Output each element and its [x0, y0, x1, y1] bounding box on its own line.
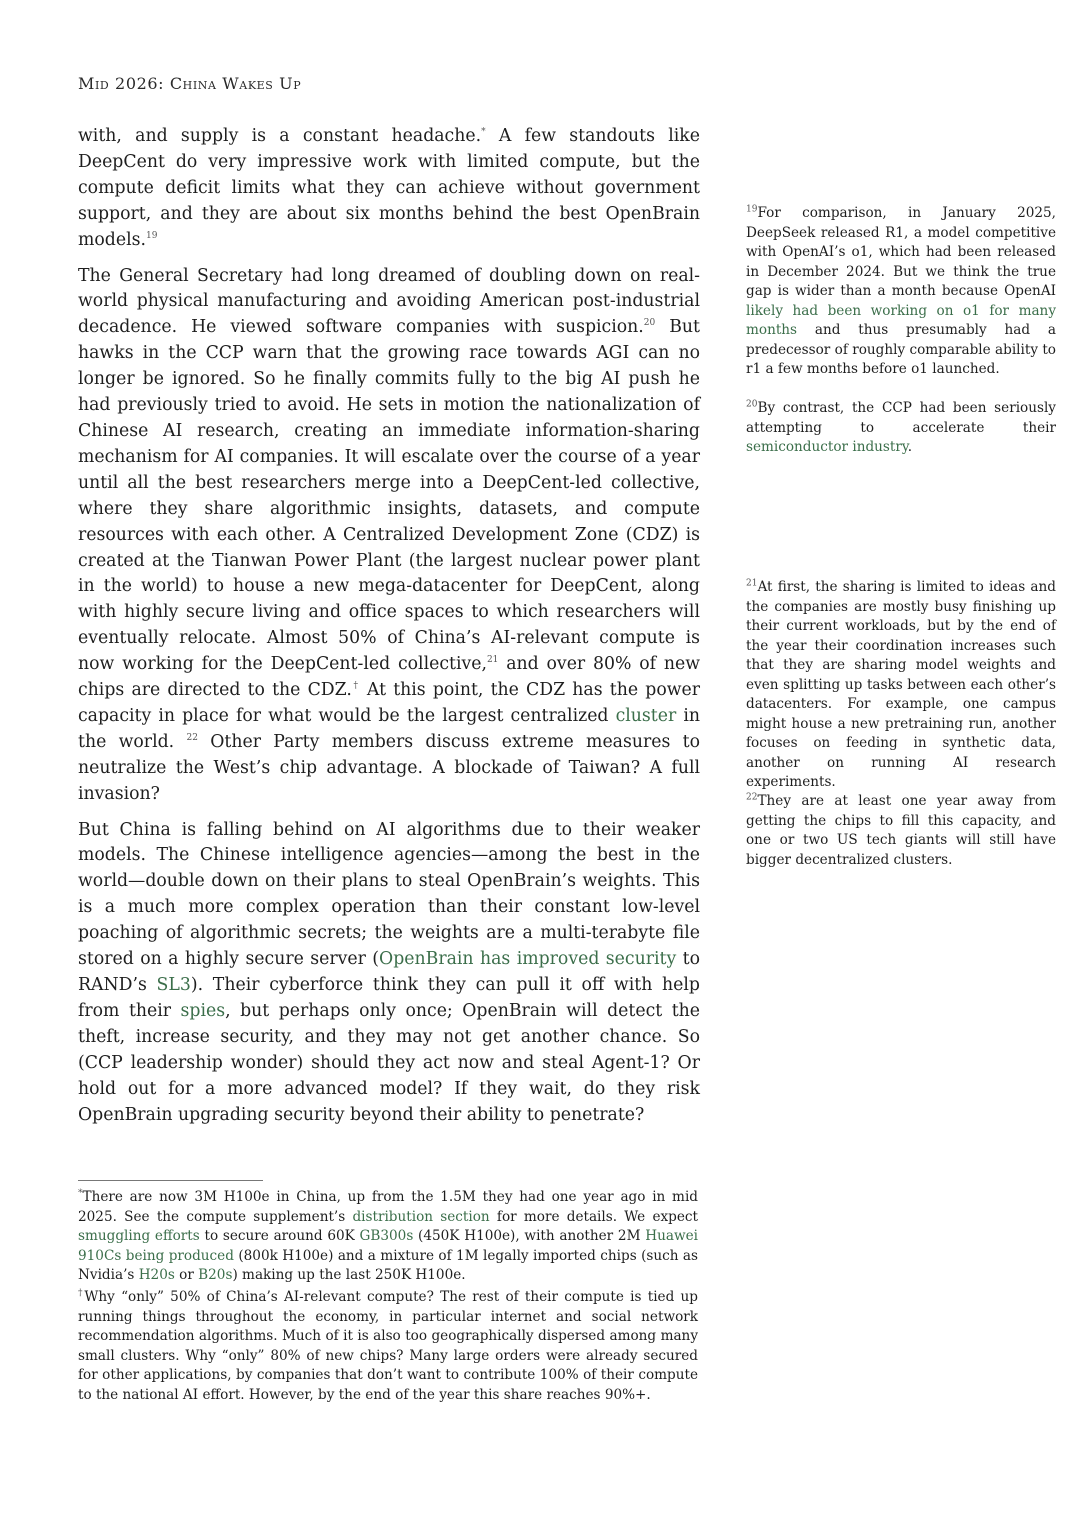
huawei-910cs-link[interactable]: Huawei 910Cs being produced [78, 1228, 698, 1264]
footnotes [78, 1188, 698, 1408]
text: or [174, 1267, 199, 1284]
text: ). Their cyberforce think they can pull it off with help from their [78, 975, 700, 1021]
sidenote-22 [746, 792, 1056, 870]
text: Other Party members discuss extreme measures to neutralize the West’s chip advantage. A blockade of Taiwan? A full invasion? [78, 731, 700, 804]
footnote-star [78, 1188, 698, 1286]
o1-months-link[interactable]: likely had been working on o1 for many months [746, 302, 1056, 338]
text: , but perhaps only once; OpenBrain will detect the theft, increase security, and they may not get another chance. So (CCP leadership wonder) should they act now and steal Agent-1? Or hold out for a more advanced model? If they wait, do they risk OpenBrain upgrading security beyond their ability to penetrate? [78, 1000, 700, 1125]
sidenote-marker-21[interactable]: 21 [486, 655, 499, 666]
text: and over 80% of new chips are directed to the CDZ. [78, 654, 700, 701]
text: (450K H100e), with another 2M [413, 1228, 646, 1245]
semiconductor-industry-link[interactable]: semiconductor industry [746, 439, 908, 455]
h20s-link[interactable]: H20s [138, 1267, 175, 1284]
text: For comparison, in January 2025, DeepSeek released R1, a model competitive with OpenAI’s o1, which had been released in December 2024. But we think the true gap is wider than a month because OpenAI [746, 205, 1056, 299]
footnote-marker-star[interactable]: * [481, 127, 486, 138]
footnote-mark: * [78, 1188, 83, 1199]
footnote-mark: † [78, 1288, 85, 1299]
text: The General Secretary had long dreamed of doubling down on real-world physical manufacturing and avoiding American post-industrial decadence. He viewed software companies with suspicion. [78, 265, 700, 338]
text: They are at least one year away from getting the chips to fill this capacity, and one or two US tech giants will still have bigger decentralized clusters. [746, 793, 1056, 868]
text: At first, the sharing is limited to ideas and the companies are mostly busy finishing up their current workloads, but by the end of the year their coordination increases such that they are sharing model weights and even splitting up tasks between each other’s datacenters. For example, one campus might house a new pretraining run, another focuses on feeding in synthetic data, another on running AI research experiments. [746, 579, 1056, 790]
text: to RAND’s [78, 949, 700, 995]
sl3-link[interactable]: SL3 [156, 975, 191, 995]
b20s-link[interactable]: B20s [198, 1267, 233, 1284]
text: Why “only” 50% of China’s AI-relevant compute? The rest of their compute is tied up running things throughout the economy, in particular internet and social network recommendation algorithms. Much of it is also too geographically dispersed among many small clusters. Why “only” 80% of new chips? Many large orders were already secured for other applications, by companies that don’t want to contribute 100% of their compute to the national AI effort. However, by the end of the year this share reaches 90%+. [78, 1288, 698, 1403]
paragraph-1 [78, 124, 700, 254]
paragraph-2 [78, 264, 700, 808]
cluster-link[interactable]: cluster [615, 705, 677, 726]
text: for more details. We expect [489, 1208, 698, 1225]
sidenote-19 [746, 204, 1056, 380]
footnote-marker-dagger[interactable]: † [351, 681, 360, 692]
gb300s-link[interactable]: GB300s [359, 1228, 414, 1245]
sidenote-marker-19[interactable]: 19 [145, 230, 158, 241]
main-text [78, 124, 700, 1138]
text: But China is falling behind on AI algorithms due to their weaker models. The Chinese intelligence agencies—among the best in the world—double down on their plans to steal OpenBrain’s weights. This is a much more complex operation than their constant low-level poaching of algorithmic secrets; the weights are a multi-terabyte file stored on a highly secure server ( [78, 819, 700, 970]
sidenote-number: 22 [746, 792, 758, 803]
spies-link[interactable]: spies [180, 1000, 226, 1021]
sidenote-marker-22[interactable]: 22 [186, 733, 198, 744]
text: and thus presumably had a predecessor of roughly comparable ability to r1 a few months before o1 launched. [746, 322, 1056, 377]
text: A few standouts like DeepCent do very impressive work with limited compute, but the compute deficit limits what they can achieve without government support, and they are about six months behind the best OpenBrain models. [78, 126, 700, 250]
text: But hawks in the CCP warn that the growing race towards AGI can no longer be ignored. So he finally commits fully to the big AI push he had previously tried to avoid. He sets in motion the nationalization of Chinese AI research, creating an immediate information-sharing mechanism for AI companies. It will escalate over the course of a year until all the best researchers merge into a DeepCent-led collective, where they share algorithmic insights, datasets, and compute resources with each other. A Centralized Development Zone (CDZ) is created at the Tianwan Power Plant (the largest nuclear power plant in the world) to house a new mega-datacenter for DeepCent, along with highly secure living and office spaces to which researchers will eventually relocate. Almost 50% of China’s AI-relevant compute is now working for the DeepCent-led collective, [78, 317, 700, 675]
running-header: Mid 2026: China Wakes Up [78, 74, 302, 93]
sidenote-20 [746, 399, 1056, 458]
footnote-divider [78, 1180, 263, 1181]
text: At this point, the CDZ has the power capacity in place for what would be the largest centralized [78, 680, 701, 726]
text: in the world. [78, 705, 700, 752]
sidenote-21 [746, 578, 1056, 793]
openbrain-security-link[interactable]: OpenBrain has improved security [379, 949, 677, 970]
smuggling-efforts-link[interactable]: smuggling efforts [78, 1228, 200, 1245]
text: There are now 3M H100e in China, up from the 1.5M they had one year ago in mid 2025. See the compute supplement’s [78, 1189, 698, 1225]
text: By contrast, the CCP had been seriously attempting to accelerate their [746, 400, 1056, 436]
sidenote-number: 19 [746, 204, 758, 215]
text: (800k H100e) and a mixture of 1M legally imported chips (such as Nvidia’s [78, 1247, 698, 1284]
text: . [907, 439, 913, 455]
sidenote-number: 21 [746, 578, 758, 589]
paragraph-3 [78, 818, 700, 1129]
sidenote-number: 20 [746, 399, 758, 410]
sidenote-marker-20[interactable]: 20 [643, 318, 656, 329]
text: ) making up the last 250K H100e. [232, 1267, 466, 1284]
text: with, and supply is a constant headache. [78, 126, 482, 146]
footnote-dagger [78, 1288, 698, 1406]
text: to secure around 60K [199, 1228, 360, 1245]
distribution-section-link[interactable]: distribution section [352, 1208, 490, 1225]
